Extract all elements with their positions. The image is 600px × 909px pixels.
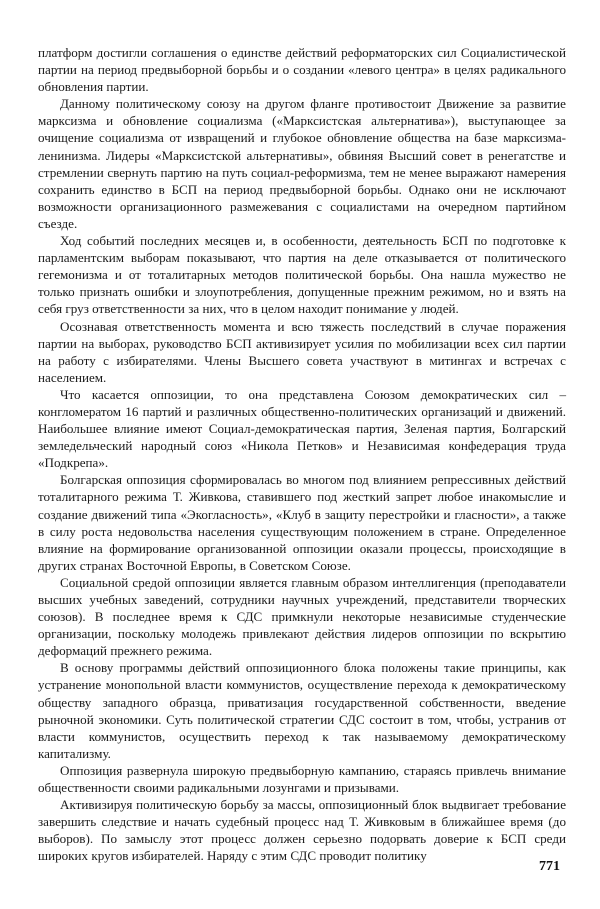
- body-text: [38, 44, 566, 865]
- paragraph-8: В основу программы действий оппозиционного блока положены такие принципы, как устранение монопольной власти коммунистов, осуществление перехода к демократическому обществу западного образца, приватизация государственной собственности, введение рыночной экономики. Суть политической стратегии СДС состоит в том, чтобы, устранив от власти коммунистов, осуществить переход к так называемому демократическому капитализму.: [38, 660, 566, 761]
- paragraph-5: Что касается оппозиции, то она представлена Союзом демократических сил – конгломератом 16 партий и различных общественно-политических организаций и движений. Наибольшее влияние имеют Социал-демократическая партия, Зеленая партия, Болгарский земледельческий народный союз «Никола Петков» и Независимая конфедерация труда «Подкрепа».: [38, 386, 566, 471]
- paragraph-3: Ход событий последних месяцев и, в особенности, деятельность БСП по подготовке к парламентским выборам показывают, что партия на деле отказывается от политического гегемонизма и от тоталитарных методов политической борьбы. Она нашла мужество не только признать ошибки и злоупотребления, допущенные прежним режимом, но и взять на себя груз ответственности за них, что в целом находит понимание у людей.: [38, 233, 566, 317]
- paragraph-4: Осознавая ответственность момента и всю тяжесть последствий в случае поражения партии на выборах, руководство БСП активизирует усилия по мобилизации всех сил партии на работу с избирателями. Члены Высшего совета участвуют в митингах и встречах с населением.: [38, 318, 566, 385]
- paragraph-1: платформ достигли соглашения о единстве действий реформаторских сил Социалистической партии на период предвыборной борьбы и о создании «левого центра» в целях радикального обновления партии.: [38, 45, 566, 95]
- paragraph-10: Активизируя политическую борьбу за массы, оппозиционный блок выдвигает требование завершить следствие и начать судебный процесс над Т. Живковым в ближайшее время (до выборов). По замыслу этот процесс должен серьезно подорвать доверие к БСП среди широких кругов избирателей. Наряду с этим СДС проводит политику: [38, 797, 566, 864]
- paragraph-9: Оппозиция развернула широкую предвыборную кампанию, стараясь привлечь внимание общественности своими радикальными лозунгами и призывами.: [38, 762, 566, 796]
- paragraph-6: Болгарская оппозиция сформировалась во многом под влиянием репрессивных действий тоталитарного режима Т. Живкова, ставившего под жесткий запрет любое инакомыслие и создание движений типа «Экогласность», «Клуб в защиту перестройки и гласности», а также в силу роста недовольства населения существующим положением в стране. Определенное влияние на формирование организованной оппозиции оказали процессы, происходящие в других странах Восточной Европы, в Советском Союзе.: [38, 472, 566, 573]
- page-number: 771: [539, 859, 560, 874]
- paragraph-7: Социальной средой оппозиции является главным образом интеллигенция (преподаватели высших учебных заведений, сотрудники научных учреждений, представители творческих союзов). В последнее время к СДС примкнули некоторые независимые студенческие организации, поскольку молодежь привлекают действия лидеров оппозиции по вскрытию деформаций прежнего режима.: [38, 574, 566, 659]
- paragraph-2: Данному политическому союзу на другом фланге противостоит Движение за развитие марксизма и обновление социализма («Марксистская альтернатива»), выступающее за очищение социализма от извращений и глубокое обновление общества на базе марксизма-ленинизма. Лидеры «Марксистской альтернативы», обвиняя Высший совет в ренегатстве и стремлении свернуть партию на путь социал-реформизма, тем не менее выражают намерения сохранить единство в БСП на период предвыборной борьбы. Однако они не исключают возможности организационного размежевания с социалистами на очередном партийном съезде.: [38, 96, 566, 231]
